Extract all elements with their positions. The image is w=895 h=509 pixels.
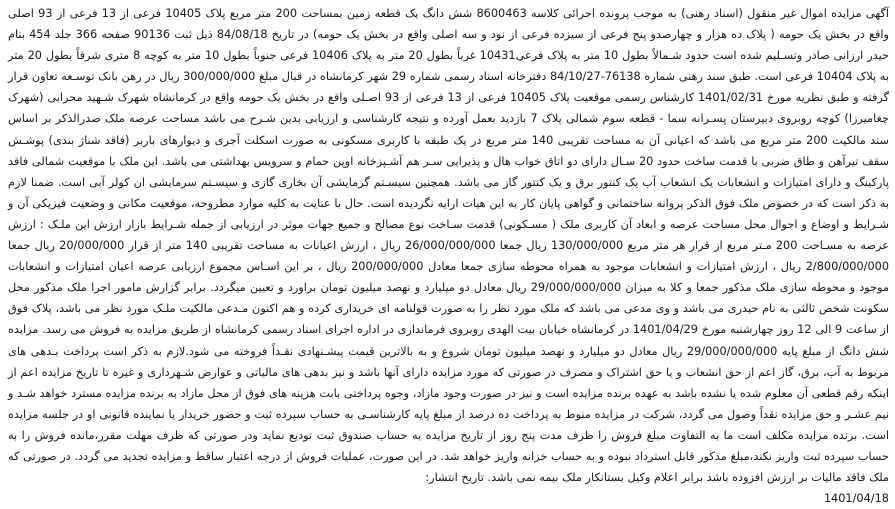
- notice-body: آگهی مزایده اموال غیر منقول (اسناد رهنی) به موجب پرونده اجرائی کلاسه 8600463 شش دانگ یک قطعه زمین بمساحت 200 متر مربع پلاک 10405 فرعی از 13 فرعی از 93 اصلی واقع در بخش یک حومه ( پلاک ده هزار و چهارصدو پنج فرعی از سیزده فرعی از نود و سه اصلی واقع در بخش یک حومه) در تاریخ 84/08/18 ذیل ثبت 90136 صفحه 366 جلد 454 بنام حیدر ارزانی صادر وتسـلیم شده است حدود شـمالاً بطول 10 متر به پلاک فرعی10431 غرباً بطول 20 متر به پلاک 10406 فرعی جنوباً بطول 10 متر به کوچه 8 متری شرقاً بطول 20 متر به پلاک 10404 فرعی است. طبق سند رهنی شماره 76138-84/10/27 دفترخانه اسناد رسمی شماره 29 شهر کرمانشاه در قبال مبلغ 300/000/000 ریال در رهن بانک توسـعه تعاون قرار گرفته و طبق نظریه مورخ 1401/02/31 کارشناس رسمی موقعیت پلاک 10405 فرعی از 13 فرعی از 93 اصـلی واقع در بخش یک حومه واقع در کرمانشاه شهرک شـهید محرابی (شهرک چغامیرزا) کوچه روبروی دبیرستان پسـرانه سما - قطعه سوم شمالی پلاک 7 بازدید بعمل آورده و نتیجه کارشناسی و ارزیابی بدین شـرح می باشد مساحت عرصه ملک صدرالذکر بر اساس سند مالکیت 200 متر مربع می باشد که اعیانی آن به مساحت تقریبی 140 متر مربع در یک طبقه با کاربری مسکونی به صورت اسکلت آجری و دیوارهای باربر (فاقد شناژ بندی) پوشـش سقف تیرآهن و طاق ضربی با قدمت ساخت حدود 20 سـال دارای دو اتاق خواب هال و پذیرایی سـر هم آشـپزخانه اوپن حمام و سرویس بهداشتی می باشد. این ملک با موقعیت شمالی فاقد پارکینگ و دارای امتیازات و انشعابات یک انشعاب آب یک کنتور برق و یک کنتور گاز می باشد. همچنین سیسـتم گرمایشی آن بخاری گازی و سیسـتم سرمایشی ان کولر آبی است. ضمنا لازم به ذکر است که در خصوص ملک فوق الذکر پروانه ساختمانی و گواهی پایان کار به این هیات ارایه نگردیده است. حال با عنایت به کلیه موارد مطروحه، موقعیت مکانی و وضعیت فیزیکی آن و شـرایط و اوضاع و احوال محل مساحت عرصه و ابعاد آن کاربری ملک ( مسـکونی) قدمت سـاخت نوع مصالح و جمیع جهات موثر در ارزیابی از جمله شـرایط بازار ارزش این ملـک : ارزش عرصه به مسـاحت 200 مـتر مربع از قرار هر متر مربع 130/000/000 ریال جمعا 26/000/000/000 ریال ، ارزش اعیانات به مساحت تقریبی 140 متر از قرار 20/000/000 ریال جمعا 2/800/000/000 ریال ، ارزش امتیازات و انشعابات موجود به همراه محوطه سازی جمعا معادل 200/000/000 ریال ، بر این اسـاس مجموع ارزیابی عرصه اعیان امتیازات و انشعابات موجود و محوطه سازی ملک مذکور جمعا و کلا به میزان 29/000/000/000 ریال معادل دو میلیارد و نهصد میلیون تومان براورد و تعیین میگردد. برابر گزارش مامور اجرا ملک مذکور محل سکونت شخص ثالثی به نام حیدری می باشد و وی مدعی می باشد که ملک مورد نظر را به صورت قولنامه ای خریداری کرده و هم اکنون مـدعی مالکیت ملـک مورد نظر می باشد، پلاک فوق از ساعت 9 الی 12 روز چهارشنبه مورخ 1401/04/29 در کرمانشاه خیابان بیت الهدی روبروی فرمانداری در اداره اجرای اسناد رسمی کرمانشاه از طریق مزایده به فروش می رسد. مزایده شش دانگ از مبلغ پایه 29/000/000/000 ریال معادل دو میلیارد و نهصد میلیون تومان شروع و به بالاترین قیمت پیشـنهادی نقـداً فروخته می شود.لازم به ذکر است پرداخت بـدهی های مربوط به آب، برق، گاز اعم از حق انشعاب و یا حق اشتراک و مصرف در صورتی که مورد مزایده دارای آنها باشد و نیز بدهی های مالیاتی و عوارض شـهرداری و غیره تا تاریخ مزایده اعم از اینکه رقم قطعی آن معلوم شده یا نشده باشد به عهده برنده مزایده است و نیز در صورت وجود مازاد، وجوه پرداختی بابت هزینه های فوق از محل مازاد به برنده مزایده مسترد خواهد شـد و نیم عشـر و حق مزایده نقداً وصول می گردد، شرکت در مزایده منوط به پرداخت ده درصد از مبلغ پایه کارشناسـی به حساب سپرده ثبت و حضور خریدار یا نماینده قانونی او در جلسه مزایده است. برنده مزایده مکلف است ما به التفاوت مبلغ فروش را ظرف مدت پنج روز از تاریخ مزایده به حساب صندوق ثبت تودیع نماید ودر صورتی که ظرف مهلت مقرر،مانده فروش را به حساب سپرده ثبت واریز نکند،مبلغ مذکور قابل استرداد نبوده و به حساب خزانه واریز خواهد شد. در این صورت، عملیات فروش از درجه اعتبار ساقط و مزایده تجدید می گردد. در صورتی که ملک فاقد مالیات بر ارزش افزوده باشد برابر اعلام وکیل بستانکار ملک بیمه نمی باشد. تاریخ انتشار:: [8, 7, 890, 485]
- publication-date: 1401/04/18: [823, 492, 889, 506]
